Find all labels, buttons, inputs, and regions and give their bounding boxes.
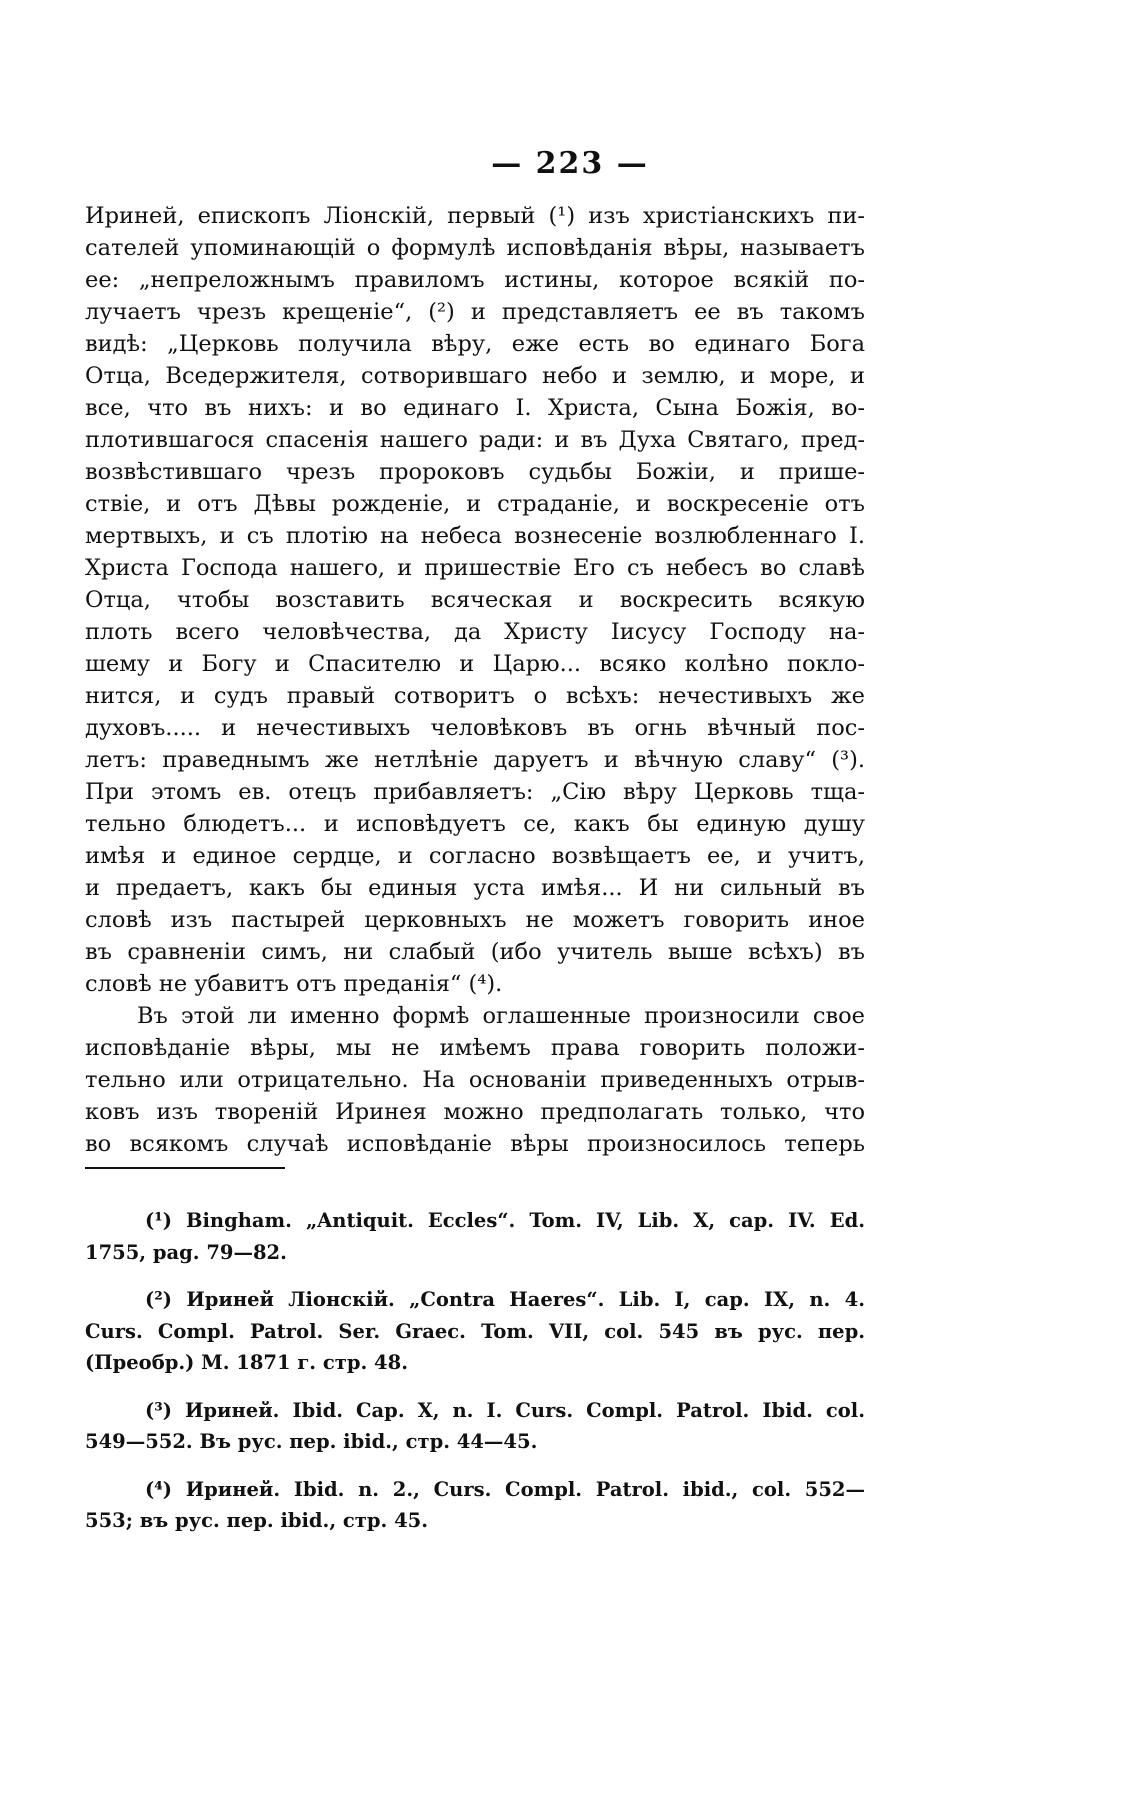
text-line: словѣ изъ пастырей церковныхъ не можетъ говорить иное [85,907,865,933]
footnote-line [145,1205,865,1237]
footnote-marker: (³) [145,1398,172,1422]
text-line: плоть всего человѣчества, да Христу Іисусу Господу на- [85,619,865,645]
footnote-text: Ириней. Ibid. Cap. X, n. I. Curs. Compl. Patrol. Ibid. col. [185,1398,865,1422]
text-line: исповѣданіе вѣры, мы не имѣемъ права говорить положи- [85,1035,865,1061]
footnote-line [145,1474,865,1506]
main-text [85,200,865,1160]
footnote-line: 553; въ рус. пер. ibid., стр. 45. [85,1509,428,1532]
footnotes [85,1205,865,1537]
footnote-2 [85,1284,865,1379]
footnote-line: (Преобр.) М. 1871 г. стр. 48. [85,1351,408,1374]
footnote-divider [85,1167,285,1169]
text-line: мертвыхъ, и съ плотію на небеса вознесеніе возлюбленнаго І. [85,523,865,549]
text-line: словѣ не убавитъ отъ преданія“ (⁴). [85,971,503,997]
text-line: Отца, Вседержителя, сотворившаго небо и землю, и море, и [85,363,865,389]
text-line: шему и Богу и Спасителю и Царю... всяко колѣно покло- [85,651,865,677]
text-line: Христа Господа нашего, и пришествіе Его съ небесъ во славѣ [85,555,865,581]
text-line: во всякомъ случаѣ исповѣданіе вѣры произносилось теперь [85,1131,865,1157]
footnote-marker: (¹) [145,1209,172,1232]
text-line: Въ этой ли именно формѣ оглашенные произносили свое [137,1003,865,1029]
text-line: лучаетъ чрезъ крещеніе“, (²) и представляетъ ее въ такомъ [85,299,865,325]
text-line: ствіе, и отъ Дѣвы рожденіе, и страданіе, и воскресеніе отъ [85,491,865,517]
text-line: тельно или отрицательно. На основаніи приведенныхъ отрыв- [85,1067,865,1093]
footnote-line [145,1395,865,1427]
text-line: тельно блюдетъ... и исповѣдуетъ се, какъ бы единую душу [85,811,865,837]
footnote-line: Curs. Compl. Patrol. Ser. Graec. Tom. VII, col. 545 въ рус. пер. [85,1319,865,1343]
text-line: ее: „непреложнымъ правиломъ истины, которое всякій по- [85,267,865,293]
text-line: видѣ: „Церковь получила вѣру, еже есть во единаго Бога [85,331,865,357]
text-line: Ириней, епископъ Ліонскій, первый (¹) изъ христіанскихъ пи- [85,203,865,229]
text-line: духовъ..... и нечестивыхъ человѣковъ въ огнь вѣчный пос- [85,715,865,741]
footnote-text: Ириней Ліонскій. „Contra Haeres“. Lib. I, cap. IX, n. 4. [186,1288,865,1311]
footnote-marker: (²) [145,1288,172,1311]
footnote-text: Bingham. „Antiquit. Eccles“. Tom. IV, Lib. X, cap. IV. Ed. [186,1209,865,1232]
footnote-3 [85,1395,865,1458]
text-line: и предаетъ, какъ бы единыя уста имѣя... И ни сильный въ [85,875,865,901]
footnote-line: 1755, pag. 79—82. [85,1240,287,1264]
footnote-1 [85,1205,865,1268]
text-line: имѣя и единое сердце, и согласно возвѣщаетъ ее, и учитъ, [85,843,865,869]
footnote-marker: (⁴) [145,1477,172,1501]
text-line: все, что въ нихъ: и во единаго І. Христа, Сына Божія, во- [85,395,865,421]
footnote-line: 549—552. Въ рус. пер. ibid., стр. 44—45. [85,1430,538,1453]
text-line: При этомъ ев. отецъ прибавляетъ: „Сію вѣру Церковь тща- [85,779,865,805]
footnote-4 [85,1474,865,1537]
footnote-text: Ириней. Ibid. n. 2., Curs. Compl. Patrol. ibid., col. 552— [185,1477,865,1501]
page-number: — 223 — [491,146,649,181]
text-line: сателей упоминающій о формулѣ исповѣданія вѣры, называетъ [85,235,865,261]
text-line: летъ: праведнымъ же нетлѣніе даруетъ и вѣчную славу“ (³). [85,747,865,773]
text-line: въ сравненіи симъ, ни слабый (ибо учитель выше всѣхъ) въ [85,939,865,965]
text-line: Отца, чтобы возставить всяческая и воскресить всякую [85,587,865,613]
text-line: ковъ изъ твореній Иринея можно предполагать только, что [85,1099,865,1125]
footnote-line [145,1284,865,1316]
text-line: возвѣстившаго чрезъ пророковъ судьбы Божіи, и прише- [85,459,865,485]
text-line: плотившагося спасенія нашего ради: и въ Духа Святаго, пред- [85,427,865,453]
text-line: нится, и судъ правый сотворитъ о всѣхъ: нечестивыхъ же [85,683,865,709]
